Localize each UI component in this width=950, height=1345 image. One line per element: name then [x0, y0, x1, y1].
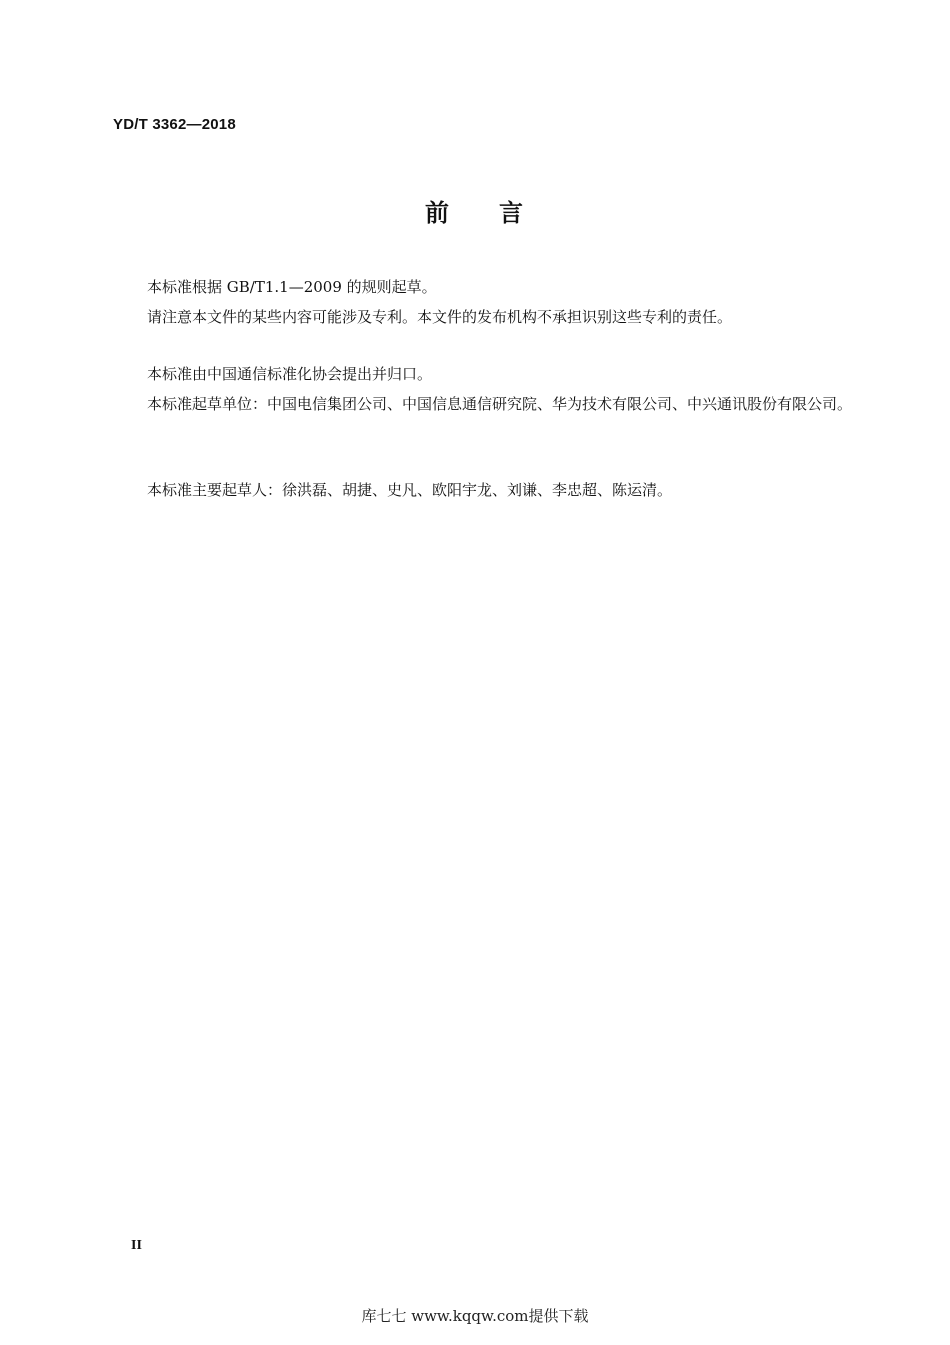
page-number: II: [131, 1238, 142, 1253]
paragraph-patent-notice: 请注意本文件的某些内容可能涉及专利。本文件的发布机构不承担识别这些专利的责任。: [147, 308, 733, 326]
title-char-2: 言: [499, 199, 525, 227]
paragraph-drafters: 本标准主要起草人：徐洪磊、胡捷、史凡、欧阳宇龙、刘谦、李忠超、陈运清。: [147, 481, 673, 499]
page-title: [0, 193, 950, 228]
paragraph-proposer: 本标准由中国通信标准化协会提出并归口。: [147, 365, 433, 383]
title-char-1: 前: [425, 199, 451, 227]
paragraph-drafting-units: 本标准起草单位：中国电信集团公司、中国信息通信研究院、华为技术有限公司、中兴通讯股份有限公司。: [147, 395, 853, 413]
footer-watermark: 库七七 www.kqqw.com提供下载: [361, 1307, 589, 1325]
standard-code: YD/T 3362—2018: [113, 116, 236, 133]
paragraph-drafting-rules: 本标准根据 GB/T1.1—2009 的规则起草。: [147, 278, 437, 296]
